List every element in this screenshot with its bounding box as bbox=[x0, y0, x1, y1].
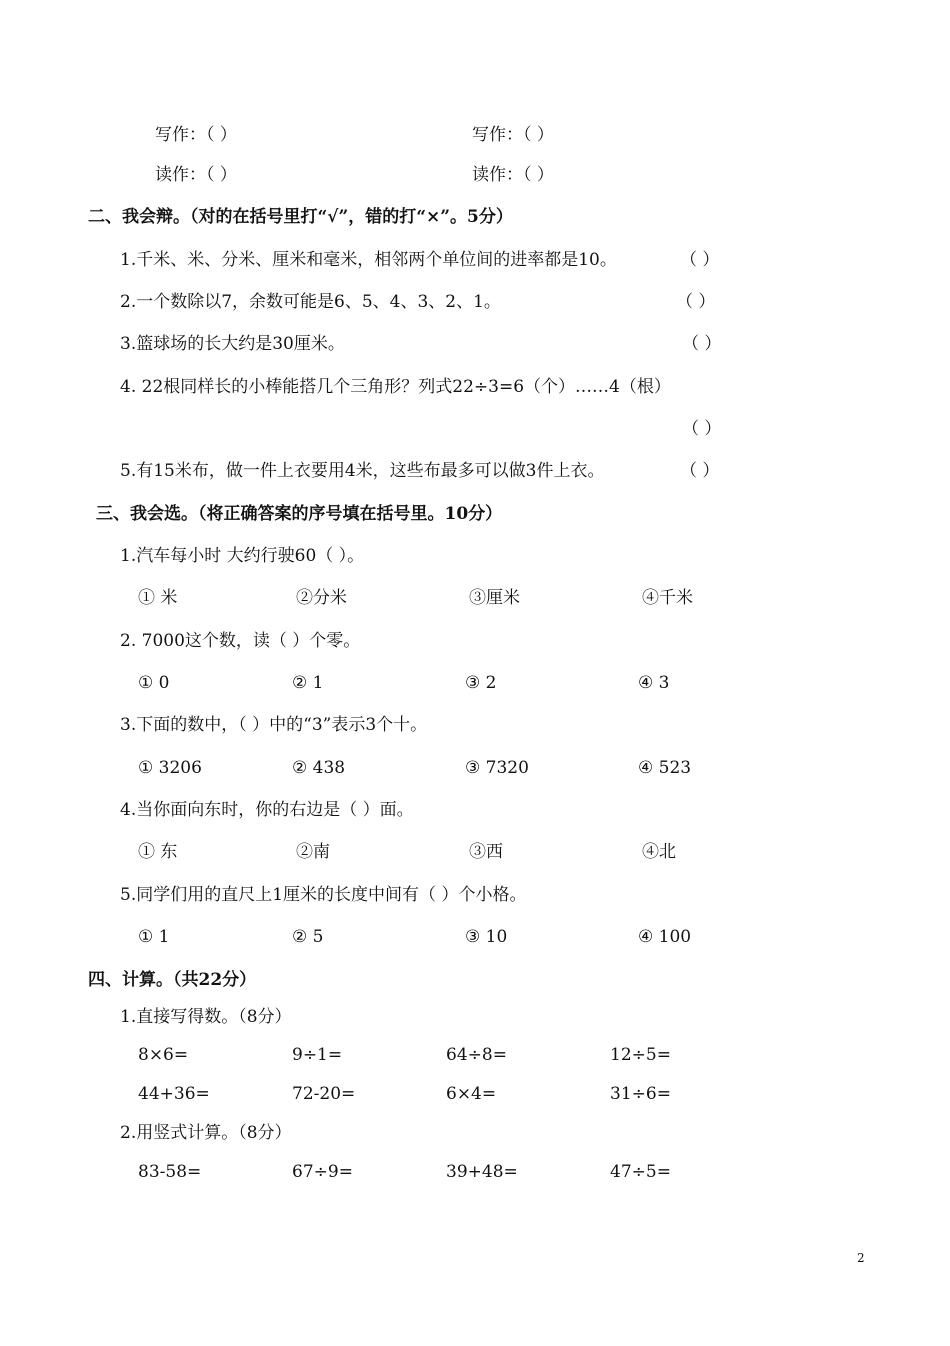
s4-p2-r1-c3: 39+48= bbox=[446, 1162, 518, 1182]
s3-q1-option-2: ②分米 bbox=[296, 588, 347, 608]
s4-p1-r2-c4: 31÷6= bbox=[610, 1084, 671, 1104]
s3-question-2: 2. 7000这个数，读（ ）个零。 bbox=[120, 631, 361, 651]
s4-p2-r1-c4: 47÷5= bbox=[610, 1162, 671, 1182]
s3-q5-option-1: ① 1 bbox=[138, 927, 170, 947]
s3-q3-option-4: ④ 523 bbox=[638, 758, 692, 778]
s3-question-4: 4.当你面向东时，你的右边是（ ）面。 bbox=[120, 800, 414, 820]
s4-p1-r2-c3: 6×4= bbox=[446, 1084, 497, 1104]
s2-question-5: 5.有15米布，做一件上衣要用4米，这些布最多可以做3件上衣。 bbox=[120, 461, 605, 481]
s3-q4-option-2: ②南 bbox=[296, 842, 330, 862]
section2-heading: 二、我会辩。（对的在括号里打“√”，错的打“×”。5分） bbox=[88, 207, 513, 227]
s3-q2-option-1: ① 0 bbox=[138, 673, 170, 693]
s4-p1-r2-c2: 72-20= bbox=[292, 1084, 356, 1104]
s3-q5-option-2: ② 5 bbox=[292, 927, 324, 947]
s2-question-1: 1.千米、米、分米、厘米和毫米，相邻两个单位间的进率都是10。 bbox=[120, 250, 617, 270]
s2-answer-paren-5: （ ） bbox=[680, 461, 720, 481]
s3-q2-option-3: ③ 2 bbox=[465, 673, 497, 693]
read-left: 读作：（ ） bbox=[155, 165, 237, 185]
s4-p2-r1-c2: 67÷9= bbox=[292, 1162, 353, 1182]
s3-q4-option-3: ③西 bbox=[469, 842, 503, 862]
s2-answer-paren-2: （ ） bbox=[676, 292, 716, 312]
section4-heading: 四、计算。（共22分） bbox=[88, 970, 257, 990]
read-right: 读作：（ ） bbox=[472, 165, 554, 185]
s4-p1-r1-c2: 9÷1= bbox=[292, 1045, 343, 1065]
s4-p1-r1-c4: 12÷5= bbox=[610, 1045, 671, 1065]
s4-part2-title: 2.用竖式计算。（8分） bbox=[120, 1123, 292, 1143]
s4-p1-r1-c3: 64÷8= bbox=[446, 1045, 507, 1065]
s4-p2-r1-c1: 83-58= bbox=[138, 1162, 202, 1182]
page-number: 2 bbox=[857, 1251, 865, 1265]
s3-q1-option-1: ① 米 bbox=[138, 588, 178, 608]
s4-p1-r1-c1: 8×6= bbox=[138, 1045, 189, 1065]
write-right: 写作：（ ） bbox=[472, 125, 554, 145]
s4-p1-r2-c1: 44+36= bbox=[138, 1084, 210, 1104]
s3-question-1: 1.汽车每小时 大约行驶60（ ）。 bbox=[120, 546, 365, 566]
s3-q4-option-1: ① 东 bbox=[138, 842, 178, 862]
s2-question-3: 3.篮球场的长大约是30厘米。 bbox=[120, 334, 345, 354]
s3-q1-option-3: ③厘米 bbox=[469, 588, 520, 608]
s3-q3-option-2: ② 438 bbox=[292, 758, 346, 778]
s2-question-4: 4. 22根同样长的小棒能搭几个三角形？列式22÷3=6（个）……4（根） bbox=[120, 377, 671, 397]
s3-q3-option-3: ③ 7320 bbox=[465, 758, 529, 778]
s3-q5-option-4: ④ 100 bbox=[638, 927, 692, 947]
s3-question-5: 5.同学们用的直尺上1厘米的长度中间有（ ）个小格。 bbox=[120, 885, 527, 905]
s3-question-3: 3.下面的数中，（ ）中的“3”表示3个十。 bbox=[120, 715, 428, 735]
s2-answer-paren-1: （ ） bbox=[680, 250, 720, 270]
s3-q2-option-4: ④ 3 bbox=[638, 673, 670, 693]
s3-q3-option-1: ① 3206 bbox=[138, 758, 202, 778]
s2-answer-paren-4: （ ） bbox=[682, 419, 722, 439]
write-left: 写作：（ ） bbox=[155, 125, 237, 145]
s3-q4-option-4: ④北 bbox=[642, 842, 676, 862]
s3-q1-option-4: ④千米 bbox=[642, 588, 693, 608]
s3-q2-option-2: ② 1 bbox=[292, 673, 324, 693]
s2-question-2: 2.一个数除以7，余数可能是6、5、4、3、2、1。 bbox=[120, 292, 501, 312]
s4-part1-title: 1.直接写得数。（8分） bbox=[120, 1007, 292, 1027]
section3-heading: 三、我会选。（将正确答案的序号填在括号里。10分） bbox=[96, 504, 503, 524]
s3-q5-option-3: ③ 10 bbox=[465, 927, 508, 947]
s2-answer-paren-3: （ ） bbox=[682, 334, 722, 354]
